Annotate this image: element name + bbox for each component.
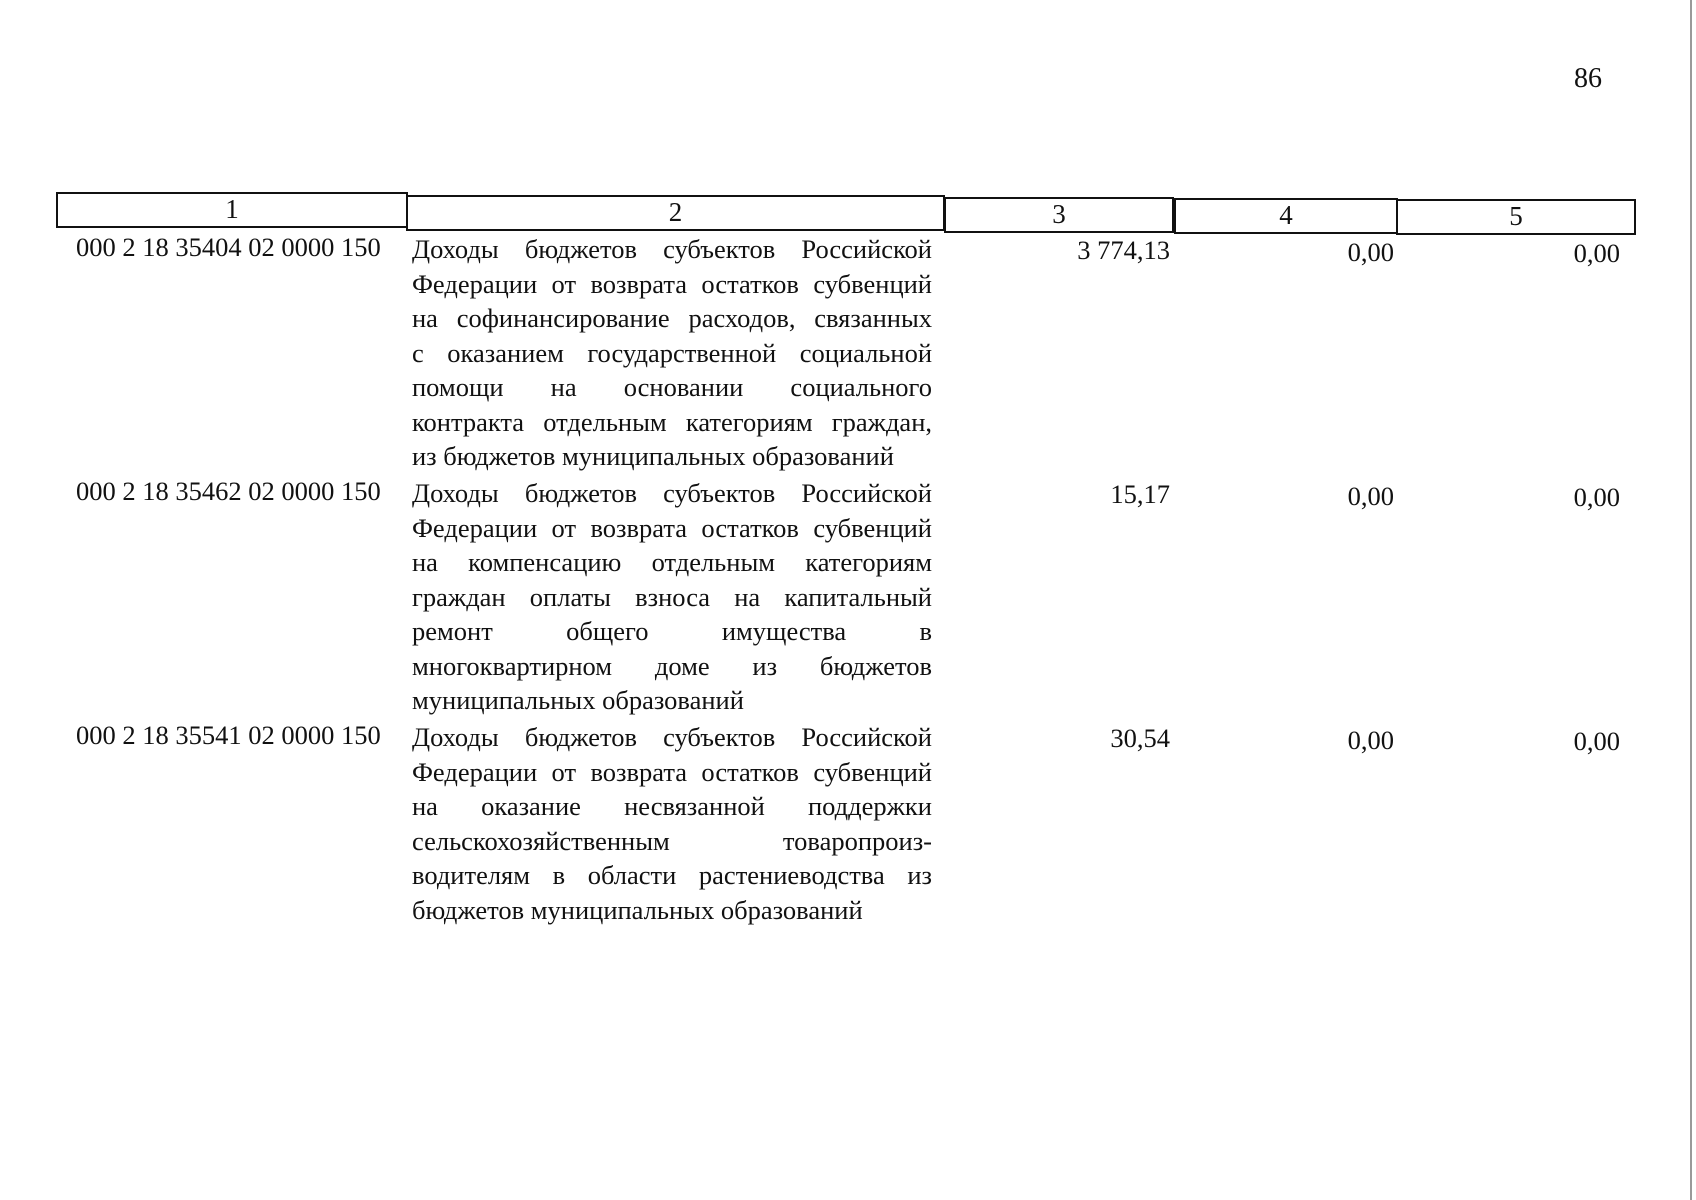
row-code: 000 2 18 35541 02 0000 150 xyxy=(76,720,381,750)
description-line: с оказанием государственной социальной xyxy=(412,337,932,368)
row-code: 000 2 18 35404 02 0000 150 xyxy=(76,232,381,262)
row-description xyxy=(412,720,932,927)
row-description xyxy=(412,476,932,718)
description-line: муниципальных образований xyxy=(412,685,744,715)
page-number: 86 xyxy=(1574,63,1602,94)
description-line: из бюджетов муниципальных образований xyxy=(412,441,894,471)
col5-value: 0,00 xyxy=(1573,482,1620,512)
description-line: многоквартирном доме из бюджетов xyxy=(412,650,932,681)
description-line: Доходы бюджетов субъектов Российской xyxy=(412,722,932,752)
description-line: Доходы бюджетов субъектов Российской xyxy=(412,234,932,264)
description-line: на оказание несвязанной поддержки xyxy=(412,791,932,821)
description-line: бюджетов муниципальных образований xyxy=(412,894,863,925)
description-line: водителям в области растениеводства из xyxy=(412,860,932,890)
description-line: Федерации от возврата остатков субвенций xyxy=(412,512,932,543)
row-description xyxy=(412,232,932,474)
description-line: сельскохозяйственным товаропроиз- xyxy=(412,825,932,856)
description-line: помощи на основании социального xyxy=(412,372,932,402)
scan-edge xyxy=(1690,0,1692,1200)
col4-value: 0,00 xyxy=(1347,237,1394,267)
col5-value: 0,00 xyxy=(1573,238,1620,268)
col3-value: 15,17 xyxy=(1110,479,1170,509)
header-col-3: 3 xyxy=(944,197,1174,233)
description-line: на компенсацию отдельным категориям xyxy=(412,547,932,577)
description-line: Доходы бюджетов субъектов Российской xyxy=(412,478,932,508)
header-col-2: 2 xyxy=(406,195,945,231)
header-col-1: 1 xyxy=(56,192,408,228)
col3-value: 30,54 xyxy=(1110,723,1170,753)
description-line: граждан оплаты взноса на капитальный xyxy=(412,581,932,612)
description-line: ремонт общего имущества в xyxy=(412,616,932,646)
description-line: контракта отдельным категориям граждан, xyxy=(412,406,932,437)
col3-value: 3 774,13 xyxy=(1077,235,1170,265)
description-line: на софинансирование расходов, связанных xyxy=(412,303,932,333)
row-code: 000 2 18 35462 02 0000 150 xyxy=(76,476,381,506)
header-col-4: 4 xyxy=(1174,198,1398,234)
col4-value: 0,00 xyxy=(1347,725,1394,755)
description-line: Федерации от возврата остатков субвенций xyxy=(412,756,932,787)
col5-value: 0,00 xyxy=(1573,726,1620,756)
description-line: Федерации от возврата остатков субвенций xyxy=(412,268,932,299)
col4-value: 0,00 xyxy=(1347,481,1394,511)
header-col-5: 5 xyxy=(1396,199,1636,235)
